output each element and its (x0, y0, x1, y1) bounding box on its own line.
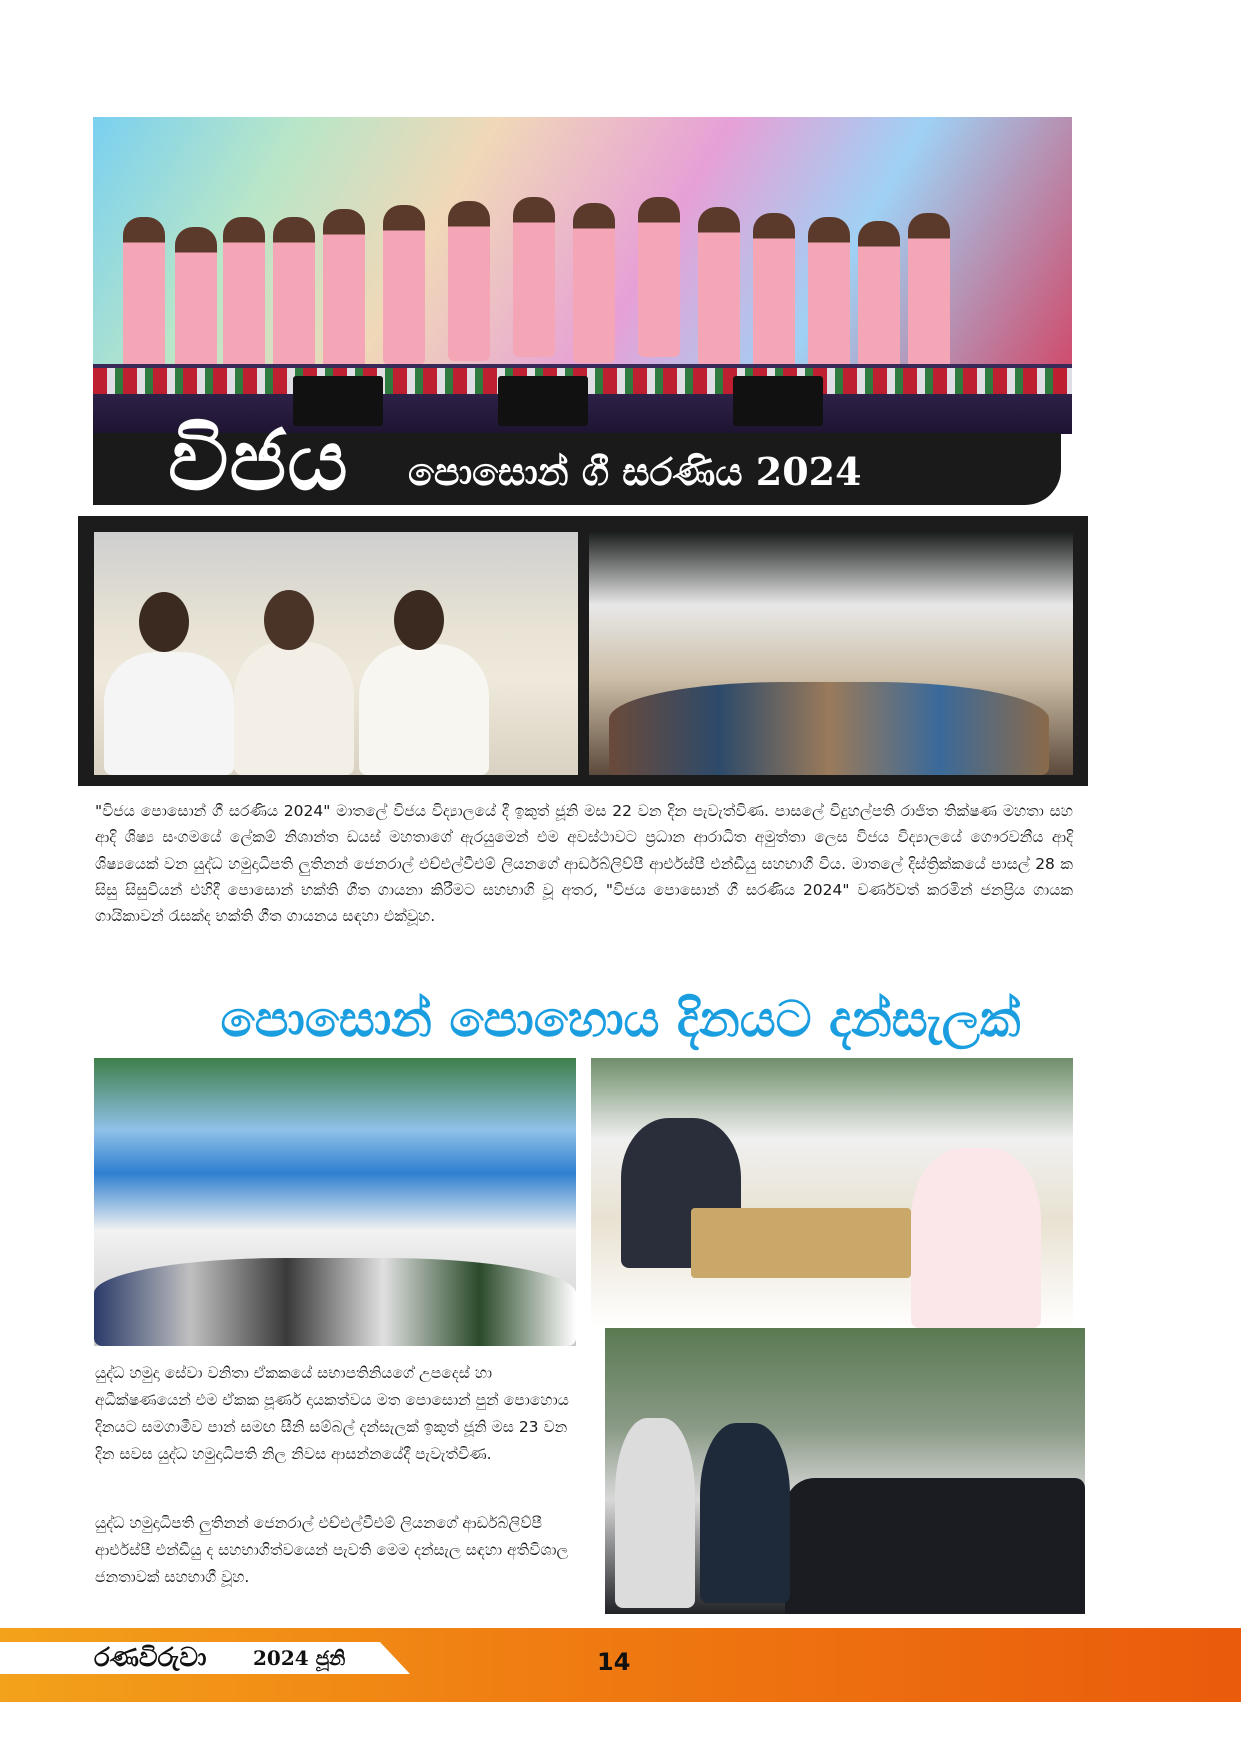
title-sub: පොසොන් ගී සරණිය 2024 (408, 449, 862, 494)
singer-figure (323, 209, 365, 369)
singer-figure (808, 217, 850, 377)
singer-figure (858, 221, 900, 381)
singer-figure (123, 217, 165, 377)
magazine-logo: රණවිරුවා (94, 1643, 207, 1673)
singer-figure (383, 205, 425, 365)
singer-figure (448, 201, 490, 361)
title-main: විජය (168, 410, 349, 509)
singer-figure (175, 227, 217, 387)
section-heading: පොසොන් පොහොය දිනයට දන්සැලක් (220, 990, 1021, 1048)
article-body: "විජය පොසොන් ගී සරණිය 2024" මාතලේ විජය විද්‍යාලයේ දී ඉකුත් ජූනි මස 22 වන දින පැවැත්විණ. පාසලේ විදුහල්පති රාජිත තික්ෂණ මහතා සහ ආදි ශිෂ්‍ය සංගමයේ ලේකම් නිශාන්ත ඩයස් මහතාගේ ඇරයුමෙන් එම අවස්ථාවට ප්‍රධාන ආරාධිත අමුත්තා ලෙස විජය විද්‍යාලයේ ගෞරවනීය ආදි ශිෂ්‍යයෙක් වන යුද්ධ හමුදාධිපති ලුතිනන් ජෙනරාල් එච්එල්වීඑම් ලියනගේ ආර්ඩබ්ලිව්පී ආර්එස්පී එන්ඩීයු සහභාගී විය. මාතලේ දිස්ත්‍රික්කයේ පාසල් 28 ක සිසු සිසුවියන් එහිදී පොසොන් භක්ති ගීත ගායනා කිරීමට සහභාගි වූ අතර, "විජය පොසොන් ගී සරණිය 2024" වර්ණවත් කරමින් ජනප්‍රිය ගායක ගායිකාවන් රැසක්ද භක්ති ගීත ගායනය සඳහා එක්වූහ. (95, 802, 1073, 926)
dansal-queue-photo (94, 1058, 576, 1346)
singer-figure (273, 217, 315, 377)
singer-figure (638, 197, 680, 357)
issue-date: 2024 ජූනි (253, 1646, 346, 1670)
singer-figure (513, 197, 555, 357)
singer-figure (753, 213, 795, 373)
photo-gap (591, 1328, 605, 1614)
stage-speaker (498, 376, 588, 426)
stage-speaker (733, 376, 823, 426)
dansal-vehicle-photo (605, 1328, 1085, 1614)
singer-figure (698, 207, 740, 367)
chief-guests-photo (94, 532, 578, 775)
article2-para1: යුද්ධ හමුදා සේවා වනිතා ඒකකයේ සභාපතිනියගේ උපදෙස් හා අධීක්ෂණයෙන් එම ඒකක පූර්ණ දායකත්වය මත පොසොන් පුන් පොහොය දිනයට සමගාමීව පාන් සමඟ සීනි සම්බල් දන්සැලක් ඉකුත් ජූනි මස 23 වන දින සවස යුද්ධ හමුදාධිපති නිල නිවස ආසන්නයේදී පැවැත්විණ. (95, 1364, 569, 1463)
page-number: 14 (597, 1648, 631, 1676)
singer-figure (908, 213, 950, 373)
dansal-serving-photo (591, 1058, 1073, 1328)
audience-photo (589, 532, 1073, 775)
stage-singers-photo (93, 117, 1072, 434)
singer-figure (573, 203, 615, 363)
article2-para2: යුද්ධ හමුදාධිපති ලුතිනන් ජෙනරාල් එච්එල්වීඑම් ලියනගේ ආර්ඩබ්ලිව්පී ආර්එස්පී එන්ඩීයු ද සහභාගිත්වයෙන් පැවති මෙම දන්සැල සඳහා අතිවිශාල ජනතාවක් සහභාගී වූහ. (95, 1514, 569, 1586)
singer-figure (223, 217, 265, 377)
